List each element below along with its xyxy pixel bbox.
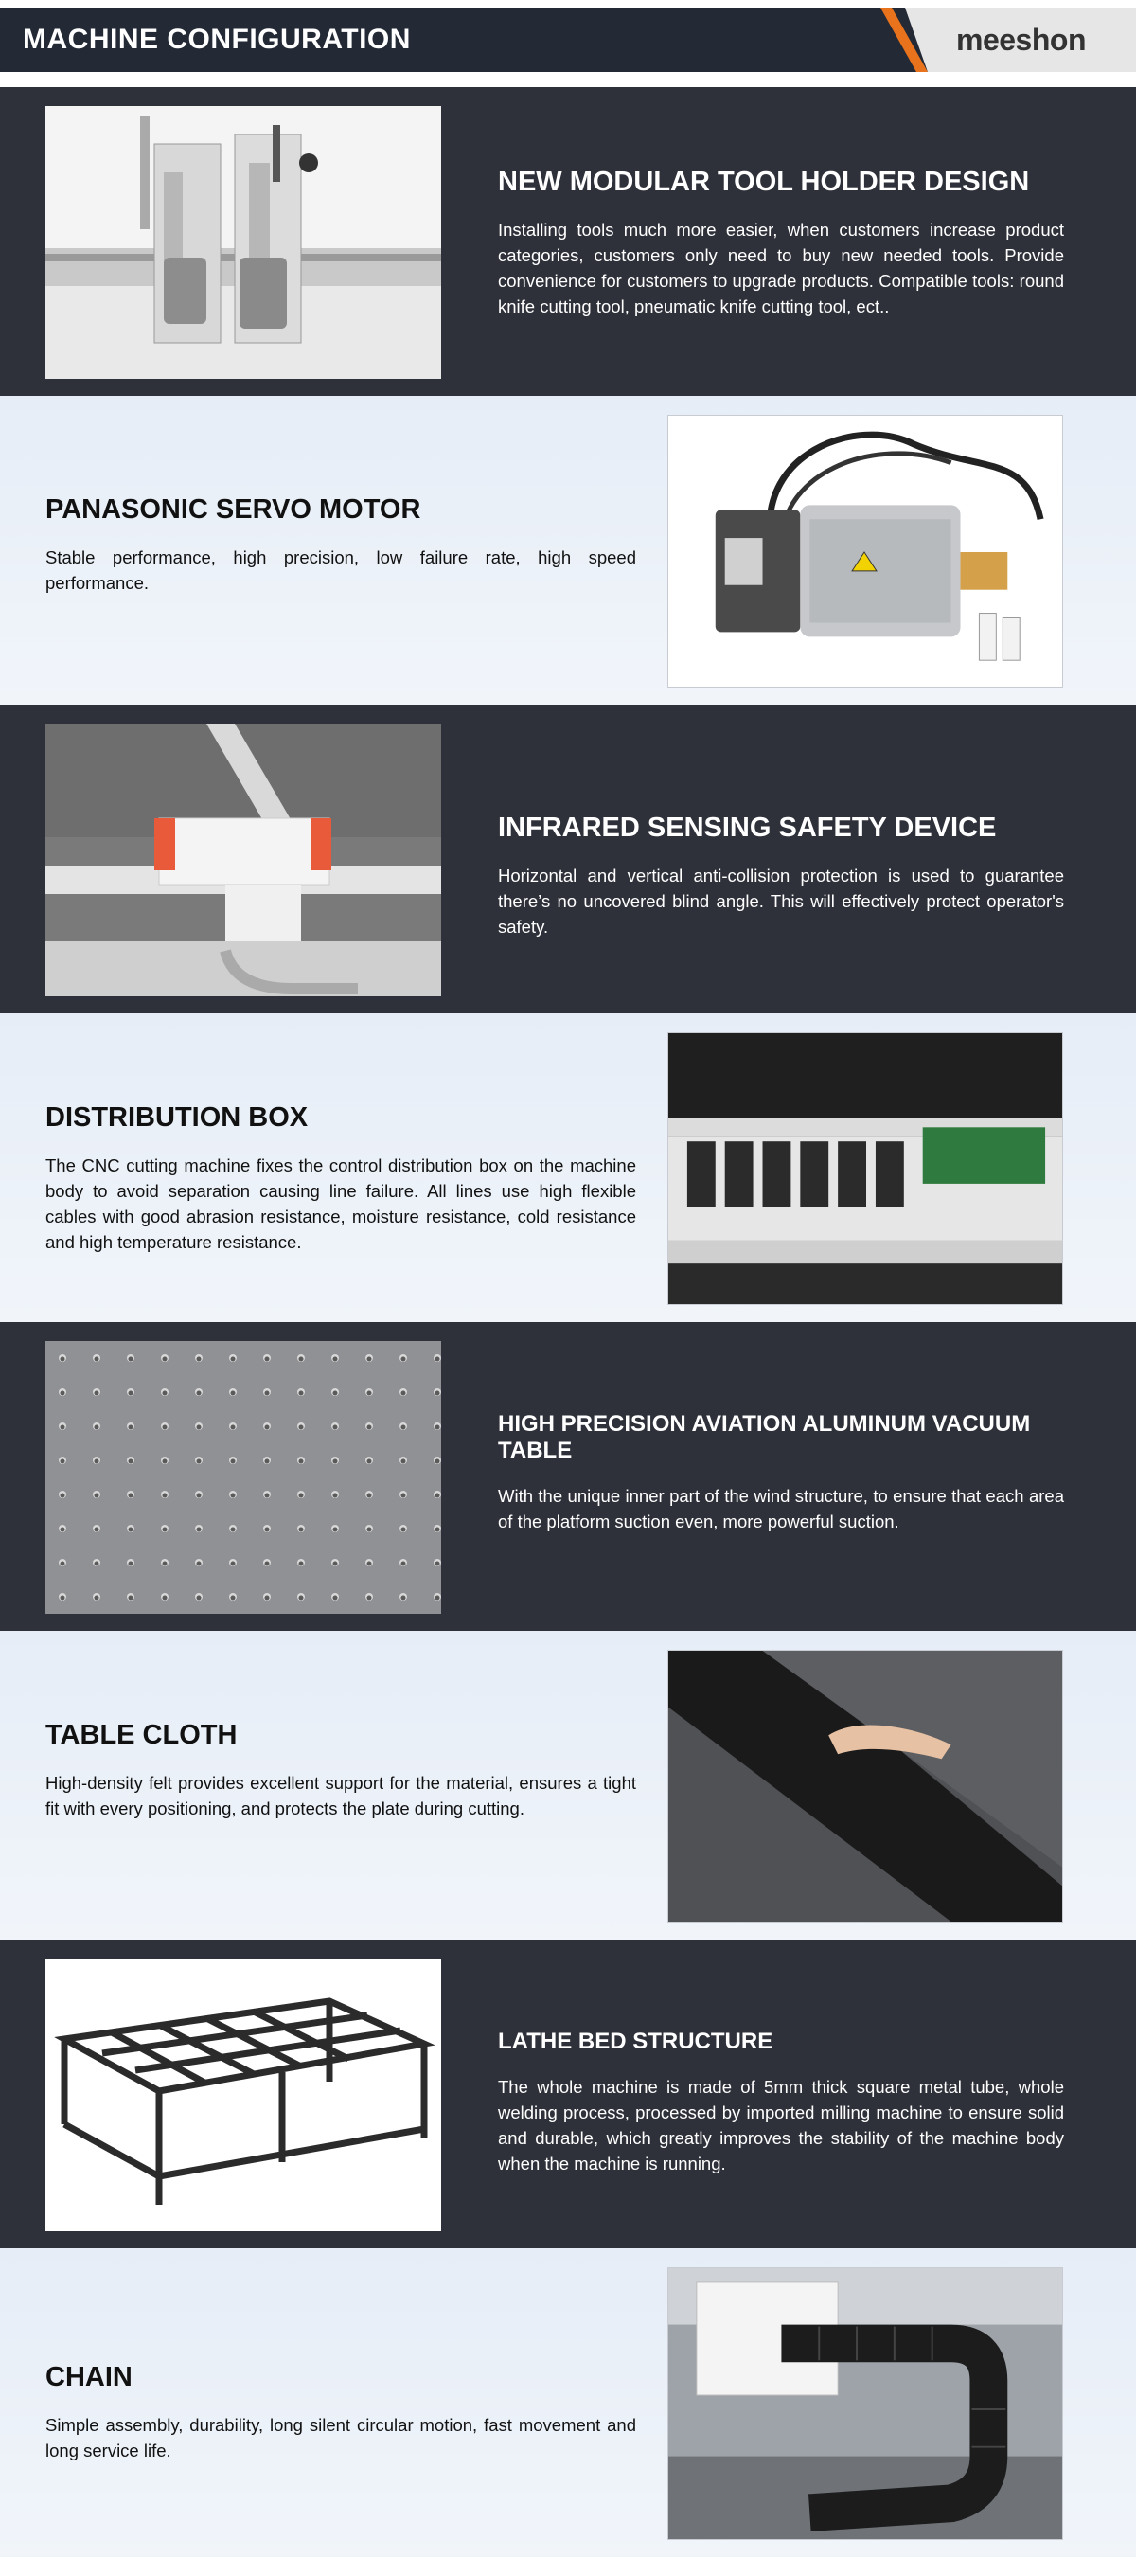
section-text — [45, 494, 636, 596]
chain-image — [667, 2267, 1063, 2540]
section-text — [498, 2029, 1064, 2176]
section-heading: NEW MODULAR TOOL HOLDER DESIGN — [498, 167, 1030, 197]
vacuum-table-image — [45, 1341, 441, 1614]
section-heading: LATHE BED STRUCTURE — [498, 2029, 773, 2054]
servo-motor-image — [667, 415, 1063, 688]
section-text — [45, 2362, 636, 2463]
section-distribution-box — [0, 1013, 1136, 1322]
section-description: Horizontal and vertical anti-collision protection is used to guarantee there’s no uncovered blind angle. This will effectively protect operator's safety. — [498, 866, 1064, 937]
section-lathe-bed — [0, 1940, 1136, 2248]
section-text — [498, 1411, 1064, 1534]
section-table-cloth — [0, 1631, 1136, 1940]
section-description: Stable performance, high precision, low failure rate, high speed performance. — [45, 547, 636, 593]
section-heading: CHAIN — [45, 2362, 133, 2392]
section-heading: TABLE CLOTH — [45, 1720, 238, 1750]
infrared-safety-image — [45, 724, 441, 996]
section-text — [498, 813, 1064, 939]
distribution-box-image — [667, 1032, 1063, 1305]
page-header — [0, 0, 1136, 85]
section-heading: DISTRIBUTION BOX — [45, 1102, 309, 1133]
section-tool-holder — [0, 87, 1136, 396]
section-description: Simple assembly, durability, long silent circular motion, fast movement and long service life. — [45, 2415, 636, 2460]
page-title: MACHINE CONFIGURATION — [23, 24, 411, 55]
brand-logo: meeshon — [956, 23, 1086, 57]
section-description: With the unique inner part of the wind structure, to ensure that each area of the platform suction even, more powerful suction. — [498, 1486, 1064, 1531]
tool-holder-image — [45, 106, 441, 379]
section-infrared-safety — [0, 705, 1136, 1013]
section-description: Installing tools much more easier, when customers increase product categories, customers only need to buy new needed tools. Provide convenience for customers to upgrade products. Compatible tools: round knife cutting tool, pneumatic knife cutting tool, ect.. — [498, 220, 1064, 316]
section-heading: INFRARED SENSING SAFETY DEVICE — [498, 813, 997, 843]
section-description: The whole machine is made of 5mm thick square metal tube, whole welding process, processed by imported milling machine to ensure solid and durable, which greatly improves the stability of the machine body when the machine is running. — [498, 2077, 1064, 2174]
section-description: The CNC cutting machine fixes the control distribution box on the machine body to avoid separation causing line failure. All lines use high flexible cables with good abrasion resistance, moisture resistance, cold resistance and high temperature resistance. — [45, 1155, 636, 1252]
section-description: High-density felt provides excellent support for the material, ensures a tight fit with every positioning, and protects the plate during cutting. — [45, 1773, 636, 1818]
section-text — [45, 1720, 636, 1821]
section-heading: HIGH PRECISION AVIATION ALUMINUM VACUUM TABLE — [498, 1411, 1031, 1463]
section-servo-motor — [0, 396, 1136, 705]
section-text — [45, 1102, 636, 1255]
section-chain — [0, 2248, 1136, 2557]
table-cloth-image — [667, 1650, 1063, 1923]
section-heading: PANASONIC SERVO MOTOR — [45, 494, 421, 525]
lathe-bed-image — [45, 1959, 441, 2231]
section-text — [498, 167, 1064, 319]
section-vacuum-table — [0, 1322, 1136, 1631]
